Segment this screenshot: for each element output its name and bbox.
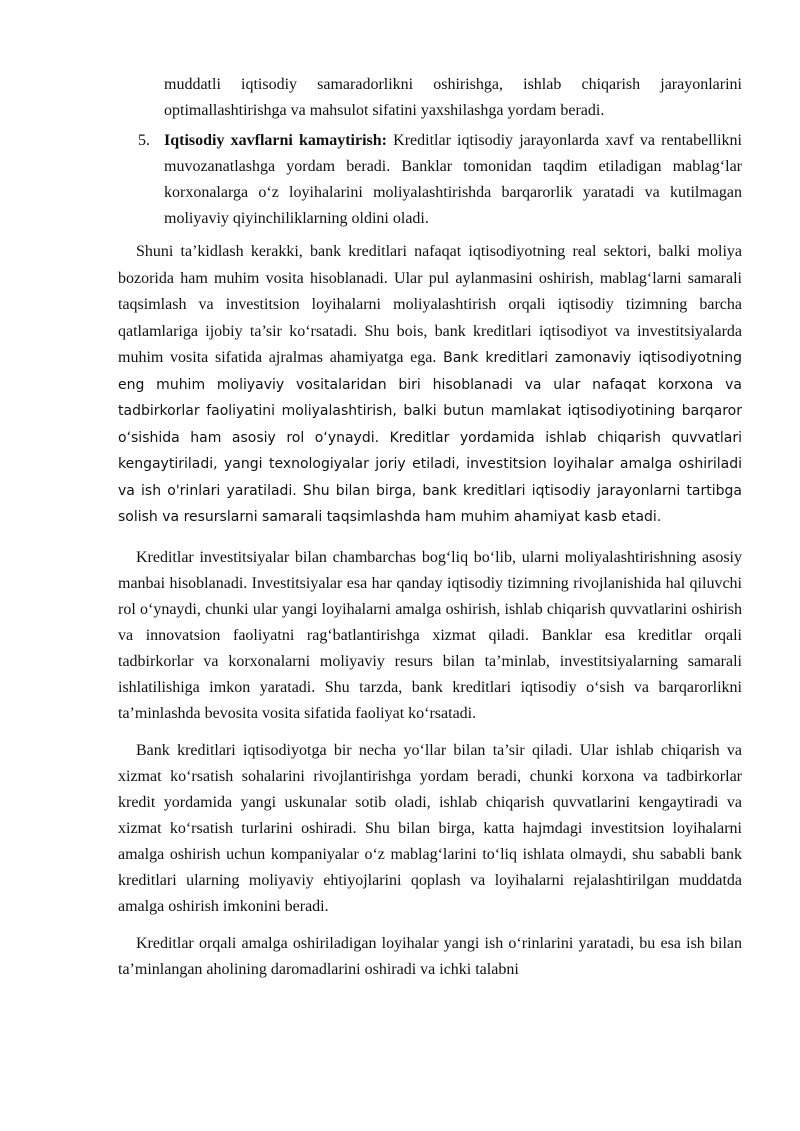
list-continuation: muddatli iqtisodiy samaradorlikni oshirishga, ishlab chiqarish jarayonlarini optimallashtirishga va mahsulot sifatini yaxshilashga yordam beradi. <box>164 76 742 119</box>
paragraph-1-sans-part: Bank kreditlari zamonaviy iqtisodiyotning eng muhim moliyaviy vositalaridan biri hisoblanadi va ular nafaqat korxona va tadbirkorlar faoliyatini moliyalashtirish, balki butun mamlakat iqtisodiyotining barqaror o‘sishida ham asosiy rol o‘ynaydi. Kreditlar yordamida ishlab chiqarish quvvatlari kengaytiriladi, yangi texnologiyalar joriy etiladi, investitsion loyihalar amalga oshiriladi va ish o'rinlari yaratiladi. Shu bilan birga, bank kreditlari iqtisodiy jarayonlarni tartibga solish va resurslarni samarali taqsimlashda ham muhim ahamiyat kasb etadi. <box>118 350 742 525</box>
paragraph-1-serif-part: Shuni ta’kidlash kerakki, bank kreditlari nafaqat iqtisodiyotning real sektori, balki moliya bozorida ham muhim vosita hisoblanadi. Ular pul aylanmasini oshirish, mablag‘larni samarali taqsimlash va investitsion loyihalarni moliyalashtirish orqali iqtisodiy tizimning barcha qatlamlariga ijobiy ta’sir ko‘rsatadi. Shu bois, bank kreditlari iqtisodiyot va investitsiyalarda muhim vosita sifatida ajralmas ahamiyatga ega. <box>118 243 742 366</box>
list-item-number: 5. <box>138 132 150 149</box>
list-item-text: Kreditlar iqtisodiy jarayonlarda xavf va rentabellikni muvozanatlashga yordam beradi. Banklar tomonidan taqdim etiladigan mablag‘lar korxonalarga o‘z loyihalarini moliyalashtirishda barqarorlik yaratadi va kutilmagan moliyaviy qiyinchiliklarning oldini oladi. <box>164 132 743 227</box>
paragraph-3: Bank kreditlari iqtisodiyotga bir necha yo‘llar bilan ta’sir qiladi. Ular ishlab chiqarish va xizmat ko‘rsatish sohalarini rivojlantirishga yordam beradi, chunki korxona va tadbirkorlar kredit yordamida yangi uskunalar sotib oladi, ishlab chiqarish quvvatlarini kengaytiradi va xizmat ko‘rsatish turlarini oshiradi. Shu bilan birga, katta hajmdagi investitsion loyihalarni amalga oshirish uchun kompaniyalar o‘z mablag‘larini to‘liq ishlata olmaydi, shu sababli bank kreditlari ularning moliyaviy ehtiyojlarini qoplash va loyihalarni rejalashtirilgan muddatda amalga oshirish imkonini beradi. <box>118 741 742 915</box>
list-item-5 <box>138 128 743 232</box>
list-item-title: Iqtisodiy xavflarni kamaytirish: <box>164 132 387 149</box>
paragraph-1 <box>118 239 742 531</box>
paragraph-4: Kreditlar orqali amalga oshiriladigan loyihalar yangi ish o‘rinlarini yaratadi, bu esa ish bilan ta’minlangan aholining daromadlarini oshiradi va ichki talabni <box>118 934 742 978</box>
document-page <box>118 72 742 983</box>
paragraph-2: Kreditlar investitsiyalar bilan chambarchas bog‘liq bo‘lib, ularni moliyalashtirishning asosiy manbai hisoblanadi. Investitsiyalar esa har qanday iqtisodiy tizimning rivojlanishida hal qiluvchi rol o‘ynaydi, chunki ular yangi loyihalarni amalga oshirish, ishlab chiqarish quvvatlarini oshirish va innovatsion faoliyatni rag‘batlantirishga xizmat qiladi. Banklar esa kreditlar orqali tadbirkorlar va korxonalarni moliyaviy resurs bilan ta’minlab, investitsiyalarning samarali ishlatilishiga imkon yaratadi. Shu tarzda, bank kreditlari iqtisodiy o‘sish va barqarorlikni ta’minlashda bevosita vosita sifatida faoliyat ko‘rsatadi. <box>118 548 742 722</box>
